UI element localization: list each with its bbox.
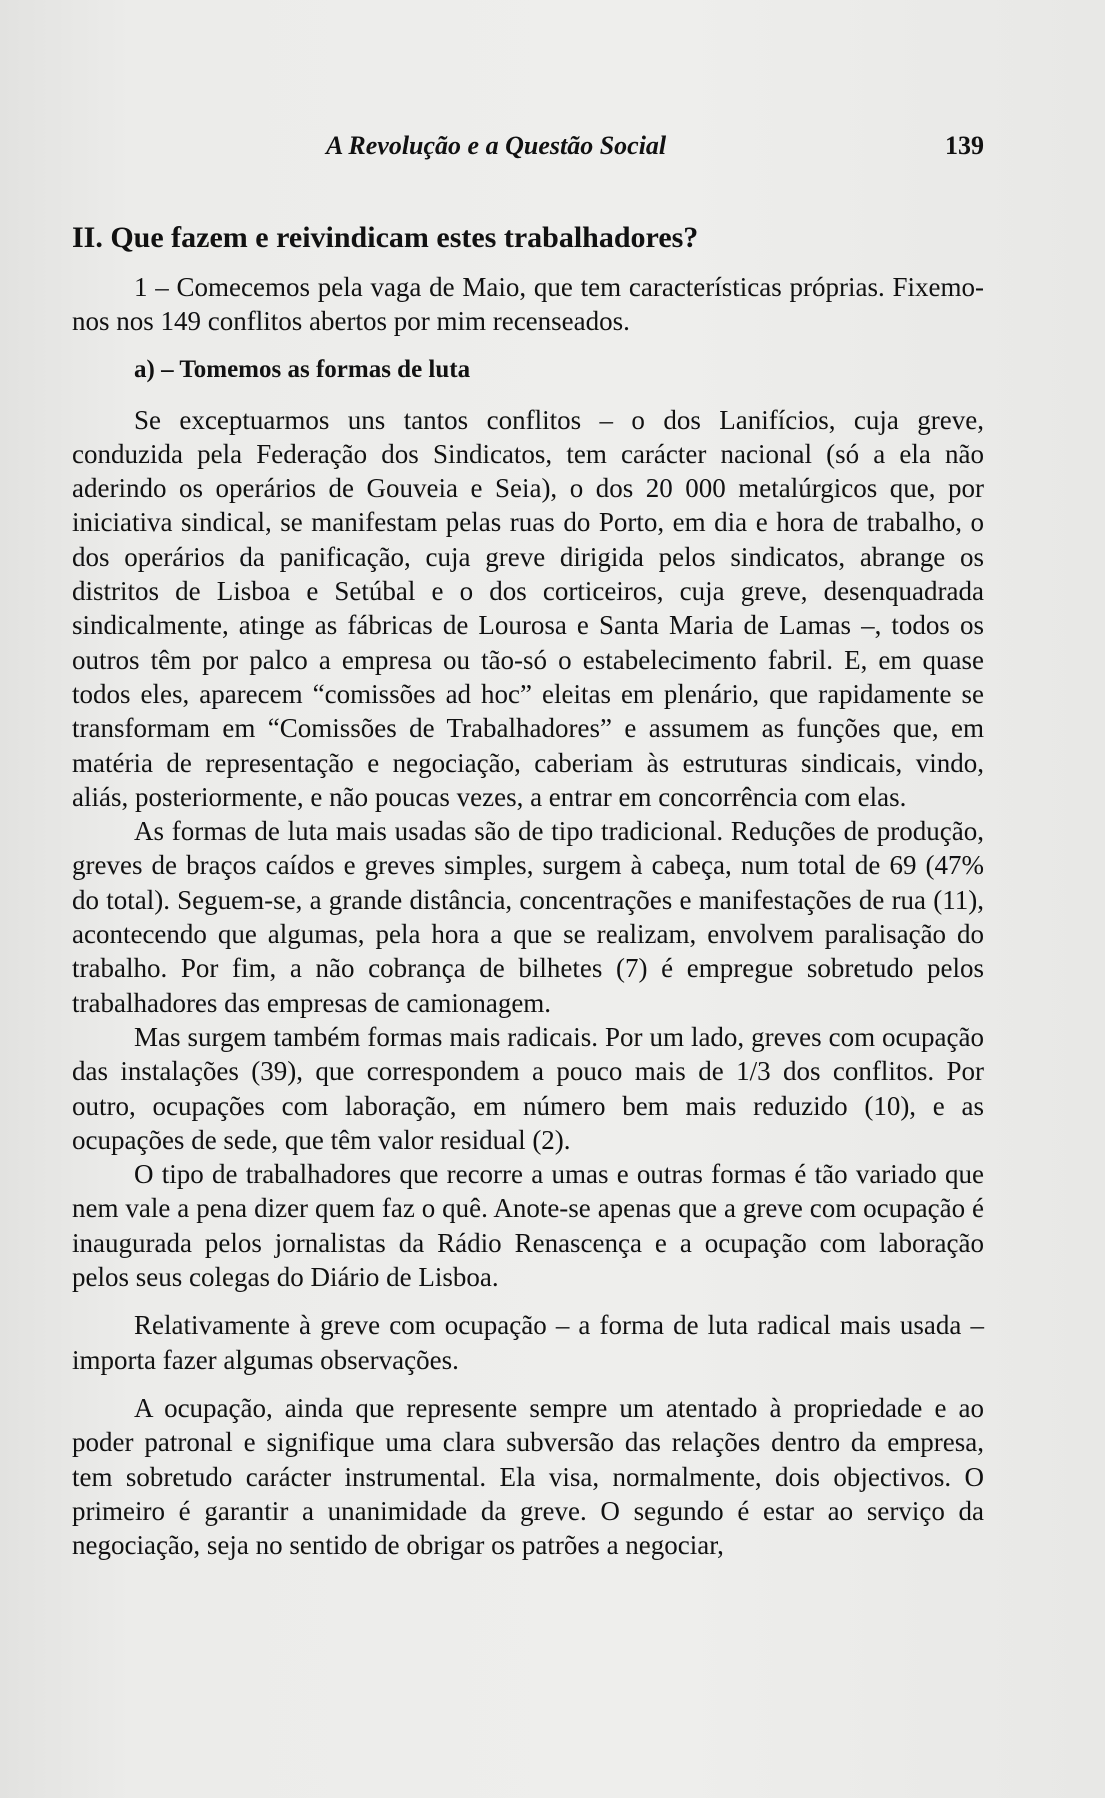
paragraph-5: Relativamente à greve com ocupação – a forma de luta radical mais usada – importa fazer algumas observações. xyxy=(72,1310,984,1375)
section-heading: II. Que fazem e reivindicam estes trabalhadores? xyxy=(72,221,699,254)
paragraph-6: A ocupação, ainda que represente sempre um atentado à propriedade e ao poder patronal e signifique uma clara subversão das relações dentro da empresa, tem sobretudo carácter instrumental. Ela visa, normalmente, dois objectivos. O primeiro é garantir a unanimidade da greve. O segundo é estar ao serviço da negociação, seja no sentido de obrigar os patrões a negociar, xyxy=(72,1392,984,1561)
subsection-heading: a) – Tomemos as formas de luta xyxy=(134,355,471,383)
paragraph-2: As formas de luta mais usadas são de tipo tradicional. Reduções de produção, greves de braços caídos e greves simples, surgem à cabeça, num total de 69 (47% do total). Seguem-se, a grande distância, concentrações e manifestações de rua (11), acontecendo que algumas, pela hora a que se realizam, envolvem paralisação do trabalho. Por fim, a não cobrança de bilhetes (7) é empregue sobretudo pelos trabalhadores das empresas de camionagem. xyxy=(72,816,984,1018)
paragraph-4: O tipo de trabalhadores que recorre a umas e outras formas é tão variado que nem vale a pena dizer quem faz o quê. Anote-se apenas que a greve com ocupação é inaugurada pelos jornalistas da Rádio Renascença e a ocupação com laboração pelos seus colegas do Diário de Lisboa. xyxy=(72,1159,984,1293)
body-text xyxy=(72,218,984,1562)
intro-paragraph: 1 – Comecemos pela vaga de Maio, que tem características próprias. Fixemo-nos nos 149 conflitos abertos por mim recenseados. xyxy=(72,272,984,337)
paragraph-1: Se exceptuarmos uns tantos conflitos – o dos Lanifícios, cuja greve, conduzida pela Federação dos Sindicatos, tem carácter nacional (só a ela não aderindo os operários de Gouveia e Seia), o dos 20 000 metalúrgicos que, por iniciativa sindical, se manifestam pelas ruas do Porto, em dia e hora de trabalho, o dos operários da panificação, cuja greve dirigida pelos sindicatos, abrange os distritos de Lisboa e Setúbal e o dos corticeiros, cuja greve, desenquadrada sindicalmente, atinge as fábricas de Lourosa e Santa Maria de Lamas –, todos os outros têm por palco a empresa ou tão-só o estabelecimento fabril. E, em quase todos eles, aparecem “comissões ad hoc” eleitas em plenário, que rapidamente se transformam em “Comissões de Trabalhadores” e assumem as funções que, em matéria de representação e negociação, caberiam às estruturas sindicais, vindo, aliás, posteriormente, e não poucas vezes, a entrar em concorrência com elas. xyxy=(72,404,984,812)
running-title: A Revolução e a Questão Social xyxy=(326,131,667,160)
paragraph-3: Mas surgem também formas mais radicais. Por um lado, greves com ocupação das instalações (39), que correspondem a pouco mais de 1/3 dos conflitos. Por outro, ocupações com laboração, em número bem mais reduzido (10), e as ocupações de sede, que têm valor residual (2). xyxy=(72,1021,984,1155)
page-number: 139 xyxy=(945,131,984,160)
running-head xyxy=(72,128,984,164)
